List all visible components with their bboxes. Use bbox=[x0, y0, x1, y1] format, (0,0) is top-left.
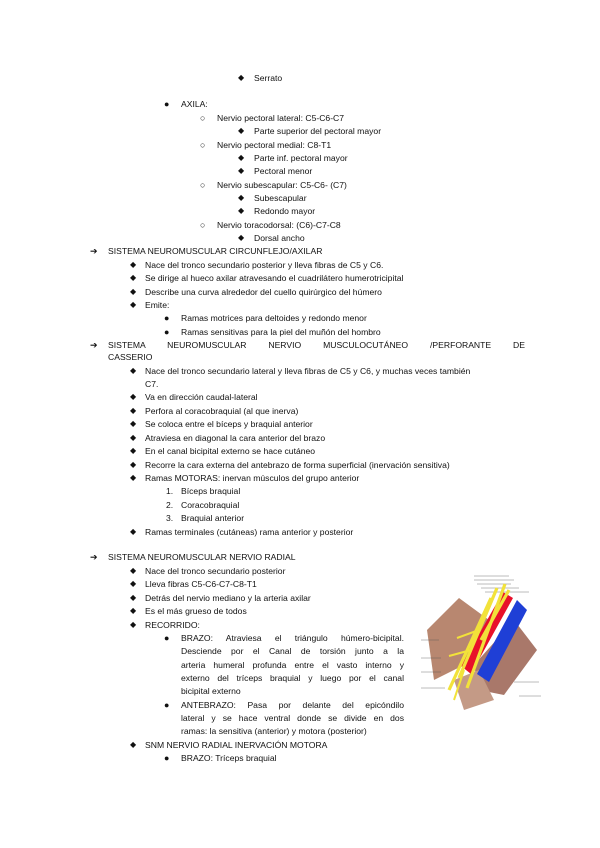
list-number: 2. bbox=[166, 500, 174, 510]
dot-bullet: ● bbox=[164, 99, 170, 109]
section-heading: SISTEMA NEUROMUSCULAR CIRCUNFLEJO/AXILAR bbox=[108, 246, 323, 256]
list-item: Nace del tronco secundario posterior bbox=[145, 566, 286, 576]
paragraph-line: ramas: la sensitiva (anterior) y motora (posterior) bbox=[181, 726, 367, 736]
circle-bullet: ○ bbox=[200, 140, 206, 150]
list-item: Ramas sensitivas para la piel del muñón del hombro bbox=[181, 327, 381, 337]
list-item: Se coloca entre el bíceps y braquial anterior bbox=[145, 419, 313, 429]
diamond-bullet: ◆ bbox=[238, 126, 245, 135]
list-item: Es el más grueso de todos bbox=[145, 606, 247, 616]
diamond-bullet: ◆ bbox=[130, 579, 137, 588]
list-item-cont: C7. bbox=[145, 379, 159, 389]
section-heading: SISTEMA NEUROMUSCULAR NERVIO MUSCULOCUTÁNEO /PERFORANTE DE bbox=[108, 340, 525, 350]
list-item: SNM NERVIO RADIAL INERVACIÓN MOTORA bbox=[145, 740, 328, 750]
diamond-bullet: ◆ bbox=[130, 606, 137, 615]
list-item: Se dirige al hueco axilar atravesando el cuadrilátero humerotricipital bbox=[145, 273, 404, 283]
circle-bullet: ○ bbox=[200, 220, 206, 230]
circle-bullet: ○ bbox=[200, 113, 206, 123]
diamond-bullet: ◆ bbox=[238, 153, 245, 162]
diamond-bullet: ◆ bbox=[130, 392, 137, 401]
diamond-bullet: ◆ bbox=[130, 460, 137, 469]
dot-bullet: ● bbox=[164, 633, 170, 643]
diamond-bullet: ◆ bbox=[130, 740, 137, 749]
list-item: Ramas terminales (cutáneas) rama anterior y posterior bbox=[145, 527, 354, 537]
list-number: 3. bbox=[166, 513, 174, 523]
diamond-bullet: ◆ bbox=[130, 593, 137, 602]
list-item: Nervio pectoral medial: C8-T1 bbox=[217, 140, 332, 150]
list-item: RECORRIDO: bbox=[145, 620, 200, 630]
diamond-bullet: ◆ bbox=[238, 233, 245, 242]
dot-bullet: ● bbox=[164, 753, 170, 763]
list-item: En el canal bicipital externo se hace cutáneo bbox=[145, 446, 316, 456]
diamond-bullet: ◆ bbox=[130, 433, 137, 442]
paragraph-line: externo del tríceps braquial y luego por el canal bbox=[181, 673, 404, 683]
diamond-bullet: ◆ bbox=[130, 527, 137, 536]
paragraph-line: lateral y se hace ventral donde se divide en dos bbox=[181, 713, 404, 723]
list-item: Ramas motrices para deltoides y redondo menor bbox=[181, 313, 367, 323]
dot-bullet: ● bbox=[164, 327, 170, 337]
list-item: Lleva fibras C5-C6-C7-C8-T1 bbox=[145, 579, 257, 589]
diamond-bullet: ◆ bbox=[130, 419, 137, 428]
paragraph-line: ANTEBRAZO: Pasa por delante del epicóndilo bbox=[181, 700, 404, 710]
section-heading-cont: CASSERIO bbox=[108, 352, 153, 362]
diamond-bullet: ◆ bbox=[238, 166, 245, 175]
list-item: BRAZO: Tríceps braquial bbox=[181, 753, 277, 763]
arrow-bullet-icon: ➔ bbox=[90, 246, 98, 256]
diamond-bullet: ◆ bbox=[238, 73, 245, 82]
anatomy-illustration bbox=[419, 570, 544, 715]
list-item: Serrato bbox=[254, 73, 283, 83]
list-number: 1. bbox=[166, 486, 174, 496]
diamond-bullet: ◆ bbox=[130, 260, 137, 269]
list-item: Subescapular bbox=[254, 193, 307, 203]
list-item: Braquial anterior bbox=[181, 513, 245, 523]
list-item: Dorsal ancho bbox=[254, 233, 305, 243]
diamond-bullet: ◆ bbox=[130, 287, 137, 296]
dot-bullet: ● bbox=[164, 313, 170, 323]
list-item: Describe una curva alrededor del cuello quirúrgico del húmero bbox=[145, 287, 382, 297]
list-item: Parte superior del pectoral mayor bbox=[254, 126, 382, 136]
section-heading: SISTEMA NEUROMUSCULAR NERVIO RADIAL bbox=[108, 552, 296, 562]
list-item: Coracobraquial bbox=[181, 500, 240, 510]
list-item: Ramas MOTORAS: inervan músculos del grupo anterior bbox=[145, 473, 360, 483]
diamond-bullet: ◆ bbox=[130, 366, 137, 375]
list-item: Emite: bbox=[145, 300, 170, 310]
diamond-bullet: ◆ bbox=[130, 406, 137, 415]
paragraph-line: arteria humeral profunda entre el vasto interno y bbox=[181, 660, 404, 670]
list-item: Pectoral menor bbox=[254, 166, 313, 176]
list-item: Bíceps braquial bbox=[181, 486, 241, 496]
list-item: Nace del tronco secundario lateral y lleva fibras de C5 y C6, y muchas veces también bbox=[145, 366, 471, 376]
paragraph-line: Desciende por el Canal de torsión junto a la bbox=[181, 646, 404, 656]
list-item: Va en dirección caudal-lateral bbox=[145, 392, 258, 402]
list-item: Nervio toracodorsal: (C6)-C7-C8 bbox=[217, 220, 341, 230]
list-item: Perfora al coracobraquial (al que inerva) bbox=[145, 406, 299, 416]
list-item: Atraviesa en diagonal la cara anterior del brazo bbox=[145, 433, 326, 443]
diamond-bullet: ◆ bbox=[130, 620, 137, 629]
list-item: Redondo mayor bbox=[254, 206, 316, 216]
list-item: Nervio subescapular: C5-C6- (C7) bbox=[217, 180, 347, 190]
diamond-bullet: ◆ bbox=[130, 273, 137, 282]
arrow-bullet-icon: ➔ bbox=[90, 552, 98, 562]
dot-bullet: ● bbox=[164, 700, 170, 710]
list-item: Recorre la cara externa del antebrazo de forma superficial (inervación sensitiva) bbox=[145, 460, 450, 470]
list-item: Parte inf. pectoral mayor bbox=[254, 153, 348, 163]
list-item: Nervio pectoral lateral: C5-C6-C7 bbox=[217, 113, 345, 123]
paragraph-line: bicipital externo bbox=[181, 686, 241, 696]
list-item: AXILA: bbox=[181, 99, 208, 109]
diamond-bullet: ◆ bbox=[130, 300, 137, 309]
list-item: Nace del tronco secundario posterior y lleva fibras de C5 y C6. bbox=[145, 260, 384, 270]
list-item: Detrás del nervio mediano y la arteria axilar bbox=[145, 593, 311, 603]
diamond-bullet: ◆ bbox=[130, 566, 137, 575]
diamond-bullet: ◆ bbox=[238, 206, 245, 215]
arrow-bullet-icon: ➔ bbox=[90, 340, 98, 350]
paragraph-line: BRAZO: Atraviesa el triángulo húmero-bicipital. bbox=[181, 633, 404, 643]
diamond-bullet: ◆ bbox=[130, 473, 137, 482]
diamond-bullet: ◆ bbox=[130, 446, 137, 455]
circle-bullet: ○ bbox=[200, 180, 206, 190]
diamond-bullet: ◆ bbox=[238, 193, 245, 202]
